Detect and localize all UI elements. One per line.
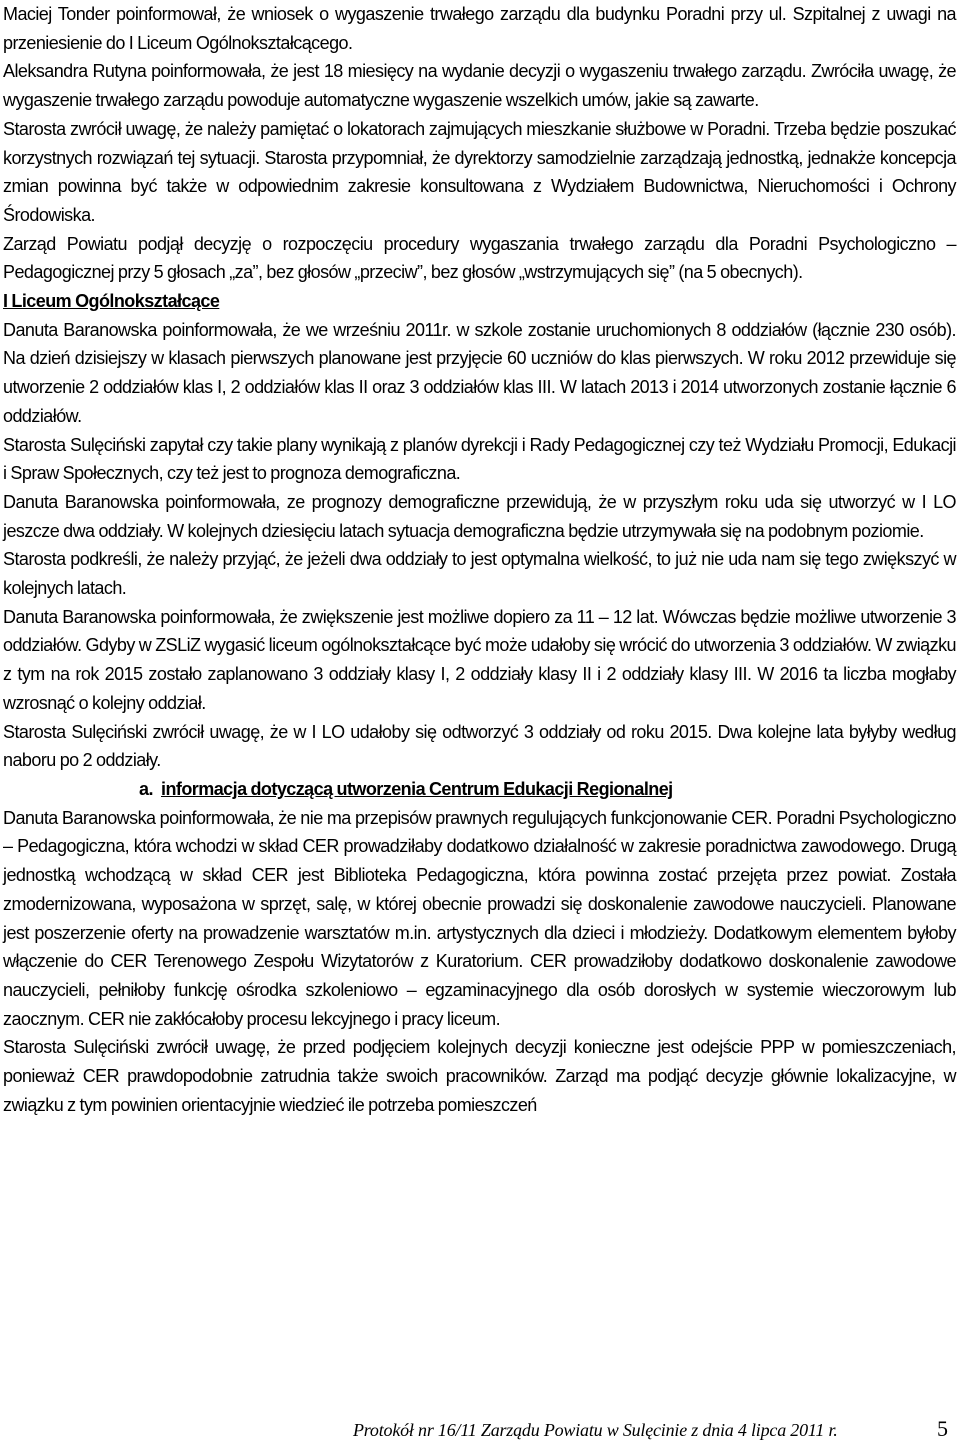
paragraph: Zarząd Powiatu podjął decyzję o rozpoczęciu procedury wygaszania trwałego zarządu dla Poradni Psychologiczno – Pedagogicznej przy 5 głosach „za”, bez głosów „przeciw”, bez głosów „wstrzymujących się” (na 5 obecnych). (3, 233, 956, 283)
document-body (3, 0, 956, 1119)
paragraph: Danuta Baranowska poinformowała, że nie ma przepisów prawnych regulujących funkcjonowanie CER. Poradni Psychologiczno – Pedagogiczna, która wchodzi w skład CER prowadziłaby dodatkowo działalność w zakresie poradnictwa zawodowego. Drugą jednostką wchodzącą w skład CER jest Biblioteka Pedagogiczna, która powinna zostać przejęta przez powiat. Została zmodernizowana, wyposażona w sprzęt, salę, w której obecnie prowadzi się doskonalenie zawodowe nauczycieli. Planowane jest poszerzenie oferty na prowadzenie warsztatów m.in. artystycznych dla dzieci i młodzieży. Dodatkowym elementem byłoby włączenie do CER Terenowego Zespołu Wizytatorów z Kuratorium. CER prowadziłoby dodatkowo doskonalenie zawodowe nauczycieli, pełniłoby funkcję ośrodka szkoleniowo – egzaminacyjnego dla osób dorosłych w systemie wieczorowym lub zaocznym. CER nie zakłócałoby procesu lekcyjnego i pracy liceum. (3, 807, 956, 1029)
paragraph: Starosta podkreśli, że należy przyjąć, że jeżeli dwa oddziały to jest optymalna wielkość, to już nie uda nam się tego zwiększyć w kolejnych latach. (3, 549, 956, 599)
paragraph: Starosta Sulęciński zapytał czy takie plany wynikają z planów dyrekcji i Rady Pedagogicznej czy też Wydziału Promocji, Edukacji i Spraw Społecznych, czy też jest to prognoza demograficzna. (3, 434, 956, 484)
paragraph: Danuta Baranowska poinformowała, że we wrześniu 2011r. w szkole zostanie uruchomionych 8 oddziałów (łącznie 230 osób). Na dzień dzisiejszy w klasach pierwszych planowane jest przyjęcie 60 uczniów do klas pierwszych. W roku 2012 przewiduje się utworzenie 2 oddziałów klas I, 2 oddziałów klas II oraz 3 oddziałów klas III. W latach 2013 i 2014 utworzonych zostanie łącznie 6 oddziałów. (3, 319, 956, 426)
page-footer (0, 1418, 960, 1444)
footer-text: Protokół nr 16/11 Zarządu Powiatu w Sulęcinie z dnia 4 lipca 2011 r. (353, 1420, 838, 1440)
paragraph: Maciej Tonder poinformował, że wniosek o wygaszenie trwałego zarządu dla budynku Poradni przy ul. Szpitalnej z uwagi na przeniesienie do I Liceum Ogólnokształcącego. (3, 4, 956, 53)
subsection-title: informacja dotyczącą utworzenia Centrum Edukacji Regionalnej (161, 778, 673, 799)
paragraph: Starosta zwrócił uwagę, że należy pamiętać o lokatorach zajmujących mieszkanie służbowe w Poradni. Trzeba będzie poszukać korzystnych rozwiązań tej sytuacji. Starosta przypomniał, że dyrektorzy samodzielnie zarządzają jednostką, jednakże koncepcja zmian powinna być także w odpowiednim zakresie konsultowana z Wydziałem Budownictwa, Nieruchomości i Ochrony Środowiska. (3, 118, 956, 225)
paragraph: Danuta Baranowska poinformowała, że zwiększenie jest możliwe dopiero za 11 – 12 lat. Wówczas będzie możliwe utworzenie 3 oddziałów. Gdyby w ZSLiZ wygasić liceum ogólnokształcące być może udałoby się wrócić do utworzenia 3 oddziałów. W związku z tym na rok 2015 zostało zaplanowano 3 oddziały klasy I, 2 oddziały klasy II i 2 oddziały klasy III. W 2016 ta liczba mogłaby wzrosnąć o kolejny oddział. (3, 606, 956, 713)
paragraph: Aleksandra Rutyna poinformowała, że jest 18 miesięcy na wydanie decyzji o wygaszeniu trwałego zarządu. Zwróciła uwagę, że wygaszenie trwałego zarządu powoduje automatyczne wygaszenie wszelkich umów, jakie są zawarte. (3, 61, 956, 111)
paragraph: Danuta Baranowska poinformowała, ze prognozy demograficzne przewidują, że w przyszłym roku uda się utworzyć w I LO jeszcze dwa oddziały. W kolejnych dziesięciu latach sytuacja demograficzna będzie utrzymywała się na podobnym poziomie. (3, 491, 956, 541)
subsection-letter: a. (139, 778, 153, 799)
section-heading (3, 287, 956, 316)
paragraph: Starosta Sulęciński zwrócił uwagę, że w I LO udałoby się odtworzyć 3 oddziały od roku 2015. Dwa kolejne lata byłyby według naboru po 2 oddziały. (3, 721, 956, 771)
subsection-heading (3, 775, 956, 804)
section-heading-text: I Liceum Ogólnokształcące (3, 291, 220, 312)
page-number: 5 (937, 1416, 948, 1441)
paragraph: Starosta Sulęciński zwrócił uwagę, że przed podjęciem kolejnych decyzji konieczne jest odejście PPP w pomieszczeniach, ponieważ CER prawdopodobnie zatrudnia także swoich pracowników. Zarząd ma podjąć decyzje głównie lokalizacyjne, w związku z tym powinien orientacyjnie wiedzieć ile potrzeba pomieszczeń (3, 1037, 956, 1115)
